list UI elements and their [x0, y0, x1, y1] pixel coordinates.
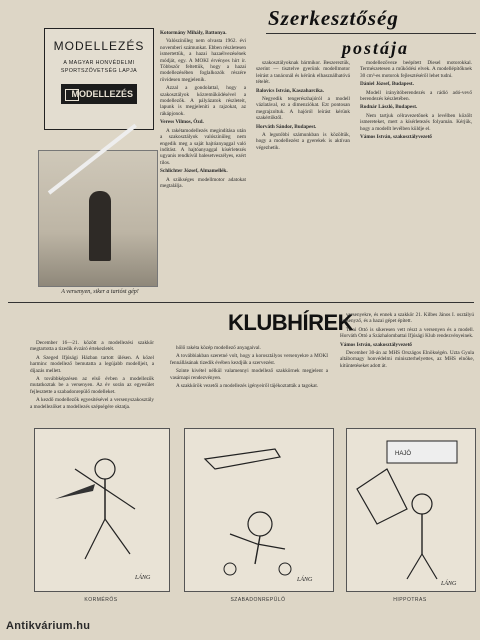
article-paragraph: December 16—21. között a modellezési szakkör megtartotta a tizedik évzáró értekezletét.: [30, 340, 154, 353]
divider-rule: [8, 302, 474, 303]
cartoon-3-drawing: [347, 429, 475, 591]
letter-heading: Dániel József, Budapest.: [360, 81, 414, 88]
brand-logo: MODELLEZÉS: [61, 84, 137, 104]
cartoon-2: [184, 428, 334, 592]
article-paragraph: Nem tartjuk célravezetőnek a levélben közölt ismereteket, mert a kísérletezés folyamán. Kérjük, hogy a modellt levélben küldje el.: [360, 112, 472, 132]
cartoon-3-label: HIPPOTRAS: [393, 597, 427, 603]
column-bottom-3: [340, 312, 474, 422]
article-paragraph: Negyedik tengerészhajóról a modell vázlatával, ez a dimenziókat. Ezt pontosan megrajzoltuk. A hajóról leírást kérünk szakértőktől.: [256, 96, 350, 122]
brand-subtitle: A MAGYAR HONVÉDELMI SPORTSZÖVETSÉG LAPJA: [60, 60, 138, 74]
article-paragraph: A továbbiakban szeretné volt, hogy a korosztályos versenyekre a MOKI fennállásának tizedik évében kezdjük a szervezést.: [170, 353, 328, 366]
article-paragraph: Modell irányítóberendezés a rádió adó-vevő berendezés készletében.: [360, 89, 472, 103]
section-title-line2: postája: [342, 38, 410, 58]
cartoon-2-label: SZABADONREPÜLŐ: [230, 597, 286, 603]
cartoon-2-signature: LÁNG: [297, 577, 313, 583]
watermark: Antikvárium.hu: [6, 620, 91, 632]
glider-wing: [48, 124, 137, 195]
cartoon-1-label: KORMÉRŐS: [84, 597, 118, 603]
letter-heading: Schlichter József, Almamellék.: [160, 168, 228, 175]
article-paragraph: December 30-án az MHS Országos Elnökségén. Uzta Gyula altábornagy honvédelmi miniszterhelyettes, az MHS elnöke, kitüntetéseket adott át.: [340, 350, 474, 369]
column-top-4: [360, 60, 472, 292]
article-paragraph: A kezdő modellezők egyesítésével a versenyszakosztály a modellezőket a modellezés szépségére oktatja.: [30, 397, 154, 410]
article-paragraph: hőlő rakéta közép modellező anyagaival.: [176, 345, 261, 351]
article-paragraph: A legutóbbi számunkban is közöltük, hogy a modellezést a gyerekek is aktívan végezhetik.: [256, 132, 350, 151]
cartoon-2-drawing: [185, 429, 333, 591]
cartoon-3-signature: LÁNG: [441, 581, 457, 587]
column-top-3: [256, 60, 350, 292]
article-paragraph: Szinte kivétel nélkül valamennyi modellező szakkörnek megjelent a vasárnapi rendezvényen.: [170, 368, 328, 381]
article-paragraph: A szükséges modellmotor adatokat megtalálja.: [160, 176, 246, 189]
article-paragraph: A Szeged Ifjúsági Házban tartott ülésen. A közel harminc modellező bemutatta a legújabb modelljeit, a díjazás mellett.: [30, 354, 154, 374]
article-paragraph: Tatai Ottó is sikeresen vett részt a versenyen és a modell. Horváth Ottó a Százhalombattai Ifjúsági Klub rendezvényeinek.: [340, 326, 474, 340]
masthead-box: [44, 28, 154, 130]
klubhirek-heading: KLUBHÍREK: [228, 310, 354, 335]
article-paragraph: versenyekre, és ennek a szakkör 21. Kilbes János I. osztályú versenyző, és a hazai gépet épített.: [340, 312, 474, 325]
cartoon-1-drawing: [35, 429, 169, 591]
article-paragraph: modellezőveze beépített Diesel motorokkal. Természetesen a működési elvek. A modellépítőknek 30 cm³-es motorok fejlesztéséről lehet tudni.: [360, 60, 472, 79]
letter-heading: Vámos István, szakosztályvezető: [340, 341, 412, 348]
letter-heading: Kotormány Mihály, Battonya.: [160, 30, 227, 36]
column-top-2: [160, 30, 246, 292]
letter-heading: Balovics István, Kaszaharcika.: [256, 87, 324, 94]
section-title-line1: Szerkesztőség: [268, 6, 399, 30]
cartoon-3-note: HAJÓ: [395, 451, 412, 457]
article-paragraph: A rakétamodellezés megindítása után a szakosztályok valószínűleg nem engedik meg a saját hajtóanyaggal való indítást. A hajtóanyaggal kísérletezés ugyanis rendkívül balesetveszélyes, ezért tilos.: [160, 127, 246, 166]
brand-title: MODELLEZÉS: [53, 39, 145, 53]
letter-heading: Veress Vilmos, Ózd.: [160, 119, 204, 126]
title-rule: [266, 33, 476, 34]
column-bottom-2: [170, 345, 328, 423]
letter-heading: Horváth Sándor, Budapest.: [256, 123, 317, 130]
cartoon-1: [34, 428, 170, 592]
man-figure: [89, 191, 111, 261]
letter-heading: Vámos István, szakosztályvezető: [360, 134, 432, 141]
article-paragraph: A szakkörök vezetői a modellezés igényeiről tájékoztatták a tagokat.: [176, 383, 319, 390]
cartoon-1-signature: LÁNG: [135, 575, 151, 581]
column-bottom-1: [30, 340, 154, 422]
glider-photo: [38, 150, 158, 287]
article-paragraph: Valószínűleg nem olvasta 1962. évi novemberi számunkat. Ebben részletesen ismertettük, a hazai hazaélvezésének módját, egy. A MOKI érvényes hírt ír. Többször feltettük, hogy a hazai modellezésében foglalkozók részére rövidesen megjelenik.: [160, 38, 246, 83]
cartoon-3: [346, 428, 476, 592]
letter-heading: Rodnár László, Budapest.: [360, 104, 418, 111]
photo-caption: A versenyen, siker a tartóst gép!: [61, 289, 139, 295]
article-paragraph: A továbbképzésen az első évben a modellezők mutatkoztak be a versenyen. Az év során az egyesület fejlesztette a szabadonrepülő modelleket.: [30, 376, 154, 395]
article-paragraph: Azzal a gondolattal, hogy a szakosztályok közreműködésével a modellezők. A pályázatok részleteit, lapunk is megjeleníti a rajzokat, az rákápjonok.: [160, 85, 246, 117]
article-paragraph: szakosztályoknak bármikor. Beszereztük, szerint — tisztelve gyerünk modellmotor leírást a tanácsnál és kérünk elhasználhatóvá tételét.: [256, 60, 350, 86]
